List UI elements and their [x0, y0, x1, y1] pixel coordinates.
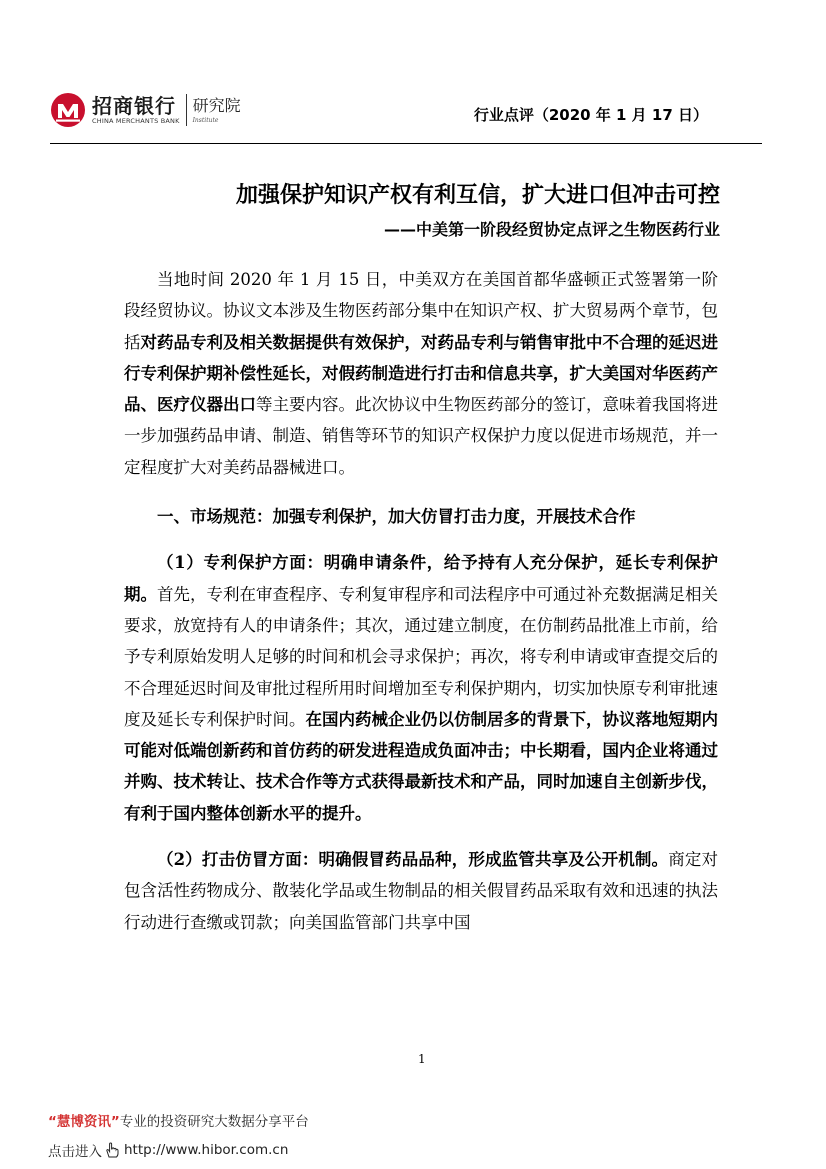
page-number: 1: [418, 1052, 426, 1066]
patent-heading: （1）专利保护方面：明确申请条件，给予持有人充分保护，延长专利保护期。: [124, 553, 718, 604]
institute-cn-text: 研究院: [192, 95, 241, 115]
document-body: [124, 264, 718, 938]
patent-text: 首先，专利在审查程序、专利复审程序和司法程序中可通过补充数据满足相关要求，放宽持有人的申请条件；其次，通过建立制度，在仿制药品批准上市前，给予专利原始发明人足够的时间和机会寻求保护；再次，将专利申请或审查提交后的不合理延迟时间及审批过程所用时间增加至专利保护期内，切实加快原专利审批速度及延长专利保护时间。: [124, 584, 718, 729]
footer-banner: [48, 1110, 309, 1130]
logo-divider: [186, 94, 187, 126]
intro-comma-1: ，: [404, 332, 421, 352]
document-title: 加强保护知识产权有利互信，扩大进口但冲击可控: [235, 183, 720, 208]
paragraph-patent: [124, 547, 718, 829]
footer-url[interactable]: http://www.hibor.com.cn: [124, 1142, 289, 1158]
header-rule: [50, 143, 762, 144]
paragraph-intro: [124, 264, 718, 483]
paragraph-counterfeit: [124, 844, 718, 938]
footer-link-row[interactable]: [48, 1140, 288, 1160]
intro-bold-3: 对假药制造进行打击和信息共享: [322, 363, 553, 383]
cmb-logo-icon: [50, 92, 86, 128]
cmb-logo: [50, 92, 241, 128]
footer-tagline: 专业的投资研究大数据分享平台: [119, 1114, 309, 1130]
counterfeit-text: 商定对包含活性药物成分、散装化学品或生物制品的相关假冒药品采取有效和迅速的执法行动进行查缴或罚款；向美国监管部门共享中国: [124, 850, 719, 932]
intro-text-a: 当地时间 2020 年 1 月 15 日，中美双方在美国首都华盛顿正式签署第一阶段经贸协议。协议文本涉及生物医药部分集中在知识产权、扩大贸易两个章节，包括: [124, 270, 718, 352]
section-heading-1: 一、市场规范：加强专利保护，加大仿冒打击力度，开展技术合作: [157, 507, 636, 527]
document-subtitle: ——中美第一阶段经贸协定点评之生物医药行业: [383, 220, 720, 239]
logo-en-text: CHINA MERCHANTS BANK: [92, 116, 180, 125]
intro-text-f: 等主要内容。此次协议中生物医药部分的签订，意味着我国将进一步加强药品申请、制造、销售等环节的知识产权保护力度以促进市场规范，并一定程度扩大对美药品器械进口。: [124, 395, 718, 477]
hand-pointer-icon: [104, 1142, 122, 1158]
footer-enter-text: 点击进入: [48, 1144, 102, 1160]
page-header: [0, 0, 826, 150]
intro-bold-4: 扩大美国对华医药产品、医疗仪器出口: [124, 363, 718, 415]
intro-comma-3: ，: [553, 363, 570, 383]
footer-brand: “慧博资讯”: [48, 1114, 120, 1130]
intro-bold-1: 对药品专利及相关数据提供有效保护: [140, 332, 405, 352]
institute-en-text: Institute: [192, 116, 219, 124]
counterfeit-heading: （2）打击仿冒方面：明确假冒药品品种，形成监管共享及公开机制。: [157, 850, 669, 870]
intro-comma-2: ，: [305, 363, 322, 383]
patent-conclusion: 在国内药械企业仍以仿制居多的背景下，协议落地短期内可能对低端创新药和首仿药的研发进程造成负面冲击；中长期看，国内企业将通过并购、技术转让、技术合作等方式获得最新技术和产品，同时加速自主创新步伐，有利于国内整体创新水平的提升。: [124, 709, 718, 823]
intro-bold-2: 对药品专利与销售审批中不合理的延迟进行专利保护期补偿性延长: [124, 332, 718, 383]
logo-cn-text: 招商银行: [92, 93, 176, 118]
report-type-date: 行业点评（2020 年 1 月 17 日）: [473, 106, 708, 124]
